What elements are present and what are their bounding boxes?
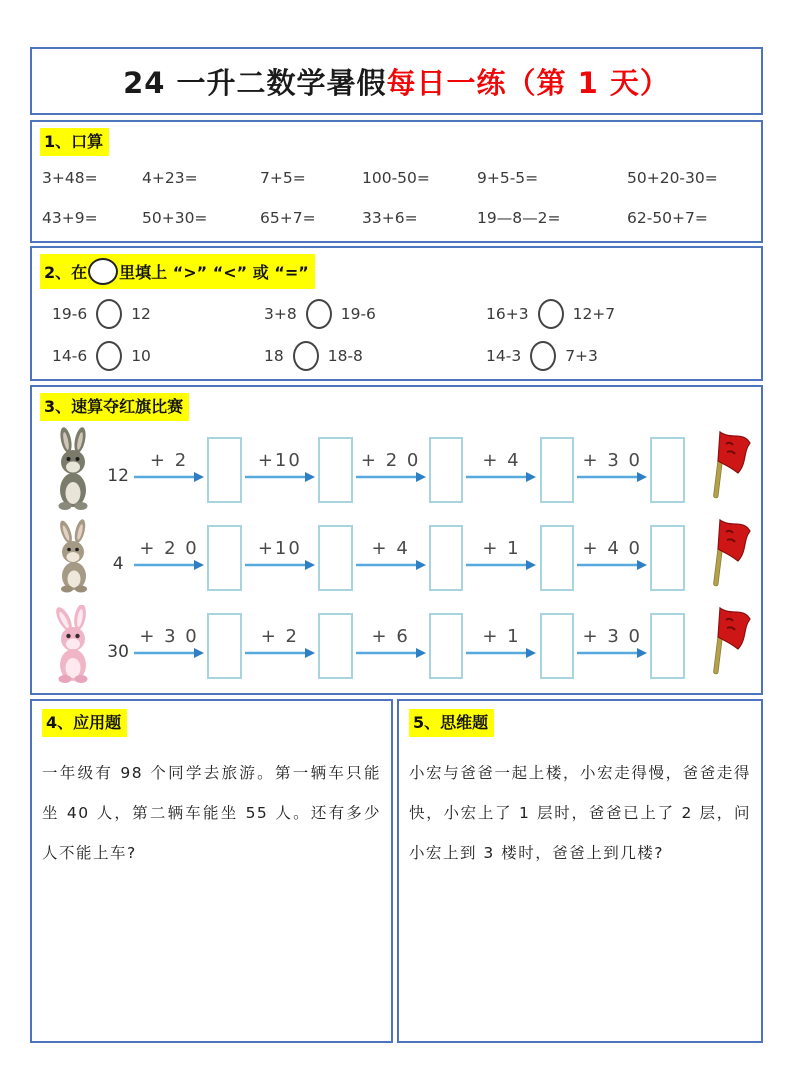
- section5-heading: 5、思维题: [409, 709, 494, 737]
- section2-heading-prefix: 2、在: [44, 263, 88, 282]
- section2-heading-suffix: 里填上 “>” “<” 或 “=”: [119, 263, 309, 282]
- answer-box: [429, 613, 464, 679]
- calc-problem: 50+20-30=: [627, 169, 718, 187]
- calc-problem: 43+9=: [42, 209, 98, 227]
- answer-box: [650, 525, 685, 591]
- arrow-right-icon: [244, 647, 316, 659]
- answer-box: [318, 437, 353, 503]
- section-oral-calculation: [30, 120, 763, 243]
- op-label: + 2 0: [360, 449, 421, 471]
- answer-box: [650, 437, 685, 503]
- comparison-grid: [40, 299, 753, 371]
- op-label: + 4: [482, 449, 521, 471]
- red-flag-icon: [693, 514, 753, 596]
- arrow-right-icon: [576, 647, 648, 659]
- race-row-1: [40, 425, 753, 513]
- op-label: +10: [257, 449, 302, 471]
- calc-problem: 7+5=: [260, 169, 306, 187]
- answer-circle: [293, 341, 319, 371]
- arrow-right-icon: [244, 471, 316, 483]
- arrow-right-icon: [355, 471, 427, 483]
- cmp-right: 12+7: [572, 305, 616, 323]
- cmp-right: 18-8: [327, 347, 363, 365]
- answer-circle: [96, 341, 122, 371]
- section1-heading: 1、口算: [40, 128, 109, 156]
- red-flag-icon: [693, 426, 753, 508]
- cmp-right: 10: [131, 347, 151, 365]
- answer-circle: [538, 299, 564, 329]
- section3-heading: 3、速算夺红旗比赛: [40, 393, 189, 421]
- section2-heading: [40, 254, 315, 289]
- section-word-problem: [30, 699, 393, 1043]
- cmp-left: 14-3: [486, 347, 522, 365]
- cmp-left: 16+3: [486, 305, 529, 323]
- calc-problem: 50+30=: [142, 209, 208, 227]
- pink-bunny-icon: [40, 605, 105, 685]
- section-thinking-problem: [397, 699, 763, 1043]
- answer-box: [318, 525, 353, 591]
- op-label: + 6: [371, 625, 410, 647]
- op-label: +10: [257, 537, 302, 559]
- op-label: + 1: [482, 537, 521, 559]
- op-label: + 4: [371, 537, 410, 559]
- arrow-right-icon: [133, 559, 205, 571]
- answer-box: [207, 437, 242, 503]
- race-start-number: 12: [107, 466, 129, 486]
- arrow-right-icon: [244, 559, 316, 571]
- answer-box: [540, 525, 575, 591]
- calc-row-1: [40, 169, 753, 187]
- section-flag-race: [30, 385, 763, 695]
- answer-box: [540, 613, 575, 679]
- thinking-problem-text: 小宏与爸爸一起上楼，小宏走得慢，爸爸走得快，小宏上了 1 层时，爸爸已上了 2 层，问小宏上到 3 楼时，爸爸上到几楼?: [409, 764, 751, 862]
- calc-problem: 65+7=: [260, 209, 316, 227]
- cmp-left: 14-6: [52, 347, 88, 365]
- cmp-left: 19-6: [52, 305, 88, 323]
- circle-glyph: [88, 258, 118, 285]
- op-label: + 3 0: [139, 625, 199, 647]
- answer-box: [429, 525, 464, 591]
- op-label: + 3 0: [582, 625, 642, 647]
- arrow-right-icon: [133, 471, 205, 483]
- cmp-right: 12: [131, 305, 151, 323]
- comparison-item: [264, 299, 486, 329]
- op-label: + 1: [482, 625, 521, 647]
- cmp-right: 7+3: [565, 347, 598, 365]
- calc-problem: 3+48=: [42, 169, 98, 187]
- race-row-2: [40, 513, 753, 601]
- answer-circle: [306, 299, 332, 329]
- answer-box: [429, 437, 464, 503]
- op-label: + 2: [260, 625, 299, 647]
- answer-box: [207, 613, 242, 679]
- page-title-black: 24 一升二数学暑假: [123, 65, 387, 100]
- answer-box: [318, 613, 353, 679]
- comparison-item: [264, 341, 486, 371]
- arrow-right-icon: [465, 647, 537, 659]
- arrow-right-icon: [355, 559, 427, 571]
- brown-bunny-icon: [40, 519, 105, 595]
- answer-box: [207, 525, 242, 591]
- comparison-item: [52, 341, 264, 371]
- calc-problem: 4+23=: [142, 169, 198, 187]
- arrow-right-icon: [465, 471, 537, 483]
- op-label: + 2: [149, 449, 189, 471]
- cmp-right: 19-6: [340, 305, 376, 323]
- calc-row-2: [40, 209, 753, 227]
- calc-problem: 100-50=: [362, 169, 430, 187]
- race-start-number: 4: [112, 554, 124, 574]
- section-comparison: [30, 246, 763, 381]
- calc-problem: 62-50+7=: [627, 209, 708, 227]
- red-flag-icon: [693, 602, 753, 684]
- calc-problem: 33+6=: [362, 209, 418, 227]
- arrow-right-icon: [133, 647, 205, 659]
- page-title-red: 每日一练（第 1 天）: [386, 65, 670, 100]
- arrow-right-icon: [576, 471, 648, 483]
- answer-circle: [96, 299, 122, 329]
- op-label: + 2 0: [139, 537, 199, 559]
- gray-bunny-icon: [40, 426, 105, 512]
- arrow-right-icon: [355, 647, 427, 659]
- arrow-right-icon: [465, 559, 537, 571]
- comparison-item: [486, 341, 753, 371]
- comparison-item: [52, 299, 264, 329]
- race-start-number: 30: [107, 642, 129, 662]
- race-row-3: [40, 601, 753, 689]
- cmp-left: 3+8: [264, 305, 297, 323]
- section4-heading: 4、应用题: [42, 709, 127, 737]
- race-rows: [40, 425, 753, 689]
- op-label: + 3 0: [582, 449, 642, 471]
- bottom-sections: [30, 699, 763, 1043]
- answer-box: [540, 437, 575, 503]
- cmp-left: 18: [264, 347, 284, 365]
- title-box: [30, 47, 763, 115]
- calc-problem: 9+5-5=: [477, 169, 539, 187]
- op-label: + 4 0: [582, 537, 642, 559]
- word-problem-text: 一年级有 98 个同学去旅游。第一辆车只能坐 40 人，第二辆车能坐 55 人。还有多少人不能上车?: [42, 764, 381, 862]
- calc-problem: 19—8—2=: [477, 209, 561, 227]
- answer-circle: [530, 341, 556, 371]
- arrow-right-icon: [576, 559, 648, 571]
- answer-box: [650, 613, 685, 679]
- comparison-item: [486, 299, 753, 329]
